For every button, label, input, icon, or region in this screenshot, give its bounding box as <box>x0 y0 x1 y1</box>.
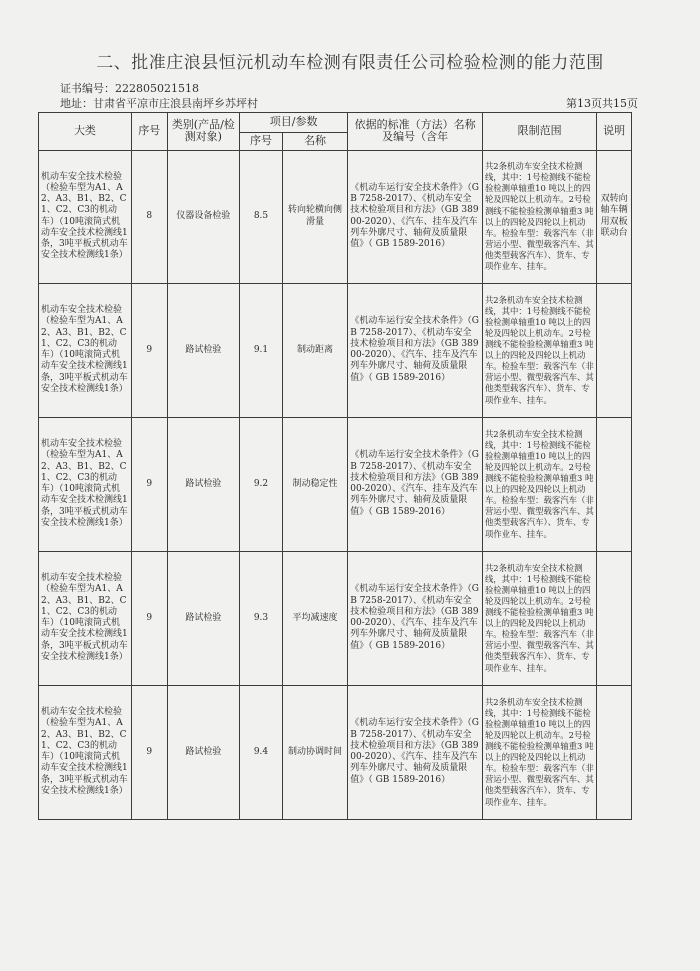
cell-note <box>597 551 632 685</box>
cell-standard: 《机动车运行安全技术条件》（GB 7258-2017）、《机动车安全技术检验项目和方法》（GB 38900-2020）、《汽车、挂车及汽车列车外廓尺寸、轴荷及质量限值》（ GB 1589-2016） <box>348 417 483 551</box>
header-item-group: 项目/参数 <box>240 113 348 133</box>
table-row <box>39 551 632 685</box>
cell-limit: 共2条机动车安全技术检测线，其中：1号检测线不能检验检测单轴重10 吨以上的四轮及四轮以上机动车。2号检测线不能检验检测单轴重3 吨以上的四轮及四轮以上机动车。检验车型：载客汽车（非营运小型、微型载客汽车、其他类型载客汽车）、货车、专项作业车、挂车。 <box>482 685 596 819</box>
cell-item-name: 平均减速度 <box>282 551 347 685</box>
cell-type: 路试检验 <box>167 283 239 417</box>
cell-limit: 共2条机动车安全技术检测线，其中：1号检测线不能检验检测单轴重10 吨以上的四轮及四轮以上机动车。2号检测线不能检验检测单轴重3 吨以上的四轮及四轮以上机动车。检验车型：载客汽车（非营运小型、微型载客汽车、其他类型载客汽车）、货车、专项作业车、挂车。 <box>482 150 596 283</box>
cell-item-name: 制动稳定性 <box>282 417 347 551</box>
cell-note: 双转向轴车辆用双板联动台 <box>597 150 632 283</box>
cell-category: 机动车安全技术检验（检验车型为A1、A2、A3、B1、B2、C1、C2、C3的机动车）（10吨滚筒式机动车安全技术检测线1条，3吨平板式机动车安全技术检测线1条） <box>39 685 132 819</box>
cell-type: 路试检验 <box>167 551 239 685</box>
page-indicator: 第13页共15页 <box>566 97 638 110</box>
cell-limit: 共2条机动车安全技术检测线，其中：1号检测线不能检验检测单轴重10 吨以上的四轮及四轮以上机动车。2号检测线不能检验检测单轴重3 吨以上的四轮及四轮以上机动车。检验车型：载客汽车（非营运小型、微型载客汽车、其他类型载客汽车）、货车、专项作业车、挂车。 <box>482 551 596 685</box>
table-row <box>39 417 632 551</box>
header-limit: 限制范围 <box>482 113 596 151</box>
cell-item-seq: 9.3 <box>240 551 283 685</box>
table-row <box>39 685 632 819</box>
cell-standard: 《机动车运行安全技术条件》（GB 7258-2017）、《机动车安全技术检验项目和方法》（GB 38900-2020）、《汽车、挂车及汽车列车外廓尺寸、轴荷及质量限值》（ GB 1589-2016） <box>348 150 483 283</box>
cell-limit: 共2条机动车安全技术检测线，其中：1号检测线不能检验检测单轴重10 吨以上的四轮及四轮以上机动车。2号检测线不能检验检测单轴重3 吨以上的四轮及四轮以上机动车。检验车型：载客汽车（非营运小型、微型载客汽车、其他类型载客汽车）、货车、专项作业车、挂车。 <box>482 283 596 417</box>
table-row <box>39 283 632 417</box>
header-seq: 序号 <box>131 113 167 151</box>
header-item-name: 名称 <box>282 133 347 151</box>
cell-limit: 共2条机动车安全技术检测线，其中：1号检测线不能检验检测单轴重10 吨以上的四轮及四轮以上机动车。2号检测线不能检验检测单轴重3 吨以上的四轮及四轮以上机动车。检验车型：载客汽车（非营运小型、微型载客汽车、其他类型载客汽车）、货车、专项作业车、挂车。 <box>482 417 596 551</box>
address: 地址：甘肃省平凉市庄浪县南坪乡苏坪村 <box>60 97 258 110</box>
cell-category: 机动车安全技术检验（检验车型为A1、A2、A3、B1、B2、C1、C2、C3的机动车）（10吨滚筒式机动车安全技术检测线1条，3吨平板式机动车安全技术检测线1条） <box>39 417 132 551</box>
page-title: 二、批准庄浪县恒沅机动车检测有限责任公司检验检测的能力范围 <box>96 53 604 73</box>
header-category: 大类 <box>39 113 132 151</box>
capability-table <box>38 112 632 820</box>
header-type: 类别(产品/检测对象) <box>167 113 239 151</box>
cell-category: 机动车安全技术检验（检验车型为A1、A2、A3、B1、B2、C1、C2、C3的机动车）（10吨滚筒式机动车安全技术检测线1条，3吨平板式机动车安全技术检测线1条） <box>39 551 132 685</box>
certificate-number: 证书编号：222805021518 <box>60 82 199 95</box>
cell-category: 机动车安全技术检验（检验车型为A1、A2、A3、B1、B2、C1、C2、C3的机动车）（10吨滚筒式机动车安全技术检测线1条，3吨平板式机动车安全技术检测线1条） <box>39 283 132 417</box>
cell-item-seq: 9.4 <box>240 685 283 819</box>
header-standard: 依据的标准（方法）名称及编号（含年 <box>348 113 483 151</box>
cell-item-seq: 9.2 <box>240 417 283 551</box>
cell-type: 路试检验 <box>167 685 239 819</box>
table-row <box>39 150 632 283</box>
header-item-seq: 序号 <box>240 133 283 151</box>
cell-type: 路试检验 <box>167 417 239 551</box>
cell-note <box>597 685 632 819</box>
cell-seq: 9 <box>131 417 167 551</box>
cell-type: 仪器设备检验 <box>167 150 239 283</box>
cell-item-name: 制动协调时间 <box>282 685 347 819</box>
cell-seq: 9 <box>131 283 167 417</box>
cell-note <box>597 417 632 551</box>
cell-item-name: 制动距离 <box>282 283 347 417</box>
cell-item-seq: 9.1 <box>240 283 283 417</box>
cell-seq: 9 <box>131 685 167 819</box>
cell-category: 机动车安全技术检验（检验车型为A1、A2、A3、B1、B2、C1、C2、C3的机动车）（10吨滚筒式机动车安全技术检测线1条，3吨平板式机动车安全技术检测线1条） <box>39 150 132 283</box>
cell-standard: 《机动车运行安全技术条件》（GB 7258-2017）、《机动车安全技术检验项目和方法》（GB 38900-2020）、《汽车、挂车及汽车列车外廓尺寸、轴荷及质量限值》（ GB 1589-2016） <box>348 685 483 819</box>
cell-standard: 《机动车运行安全技术条件》（GB 7258-2017）、《机动车安全技术检验项目和方法》（GB 38900-2020）、《汽车、挂车及汽车列车外廓尺寸、轴荷及质量限值》（ GB 1589-2016） <box>348 551 483 685</box>
cell-item-seq: 8.5 <box>240 150 283 283</box>
cell-seq: 8 <box>131 150 167 283</box>
cell-seq: 9 <box>131 551 167 685</box>
cell-standard: 《机动车运行安全技术条件》（GB 7258-2017）、《机动车安全技术检验项目和方法》（GB 38900-2020）、《汽车、挂车及汽车列车外廓尺寸、轴荷及质量限值》（ GB 1589-2016） <box>348 283 483 417</box>
header-note: 说明 <box>597 113 632 151</box>
header-row <box>39 113 632 133</box>
cell-note <box>597 283 632 417</box>
cell-item-name: 转向轮横向侧滑量 <box>282 150 347 283</box>
